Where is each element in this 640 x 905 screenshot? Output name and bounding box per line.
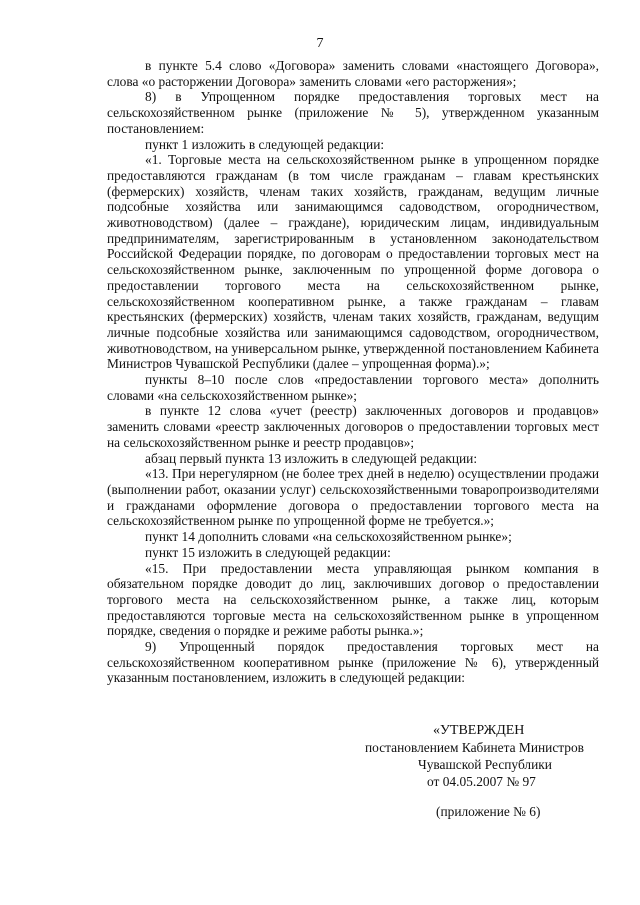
paragraph: пункт 1 изложить в следующей редакции: — [145, 136, 385, 152]
appendix-note: (приложение № 6) — [436, 804, 541, 819]
paragraph: «13. При нерегулярном (не более трех дней в неделю) осуществлении продажи (выполнении работ, оказании услуг) сельскохозяйственными товаропроизводителями и гражданами оформление договора о предоставлении торгового места на сельскохозяйственном рынке по упрощенной форме не требуется.»; — [107, 466, 599, 529]
paragraph: пункты 8–10 после слов «предоставлении торгового места» дополнить словами «на сельскохозяйственном рынке»; — [107, 372, 599, 403]
paragraph: в пункте 12 слова «учет (реестр) заключенных договоров и продавцов» заменить словами «реестр заключенных договоров о предоставлении торговых мест на сельскохозяйственном рынке и реестр продавцов»; — [107, 403, 599, 450]
paragraph: пункт 15 изложить в следующей редакции: — [145, 544, 391, 560]
paragraph: пункт 14 дополнить словами «на сельскохозяйственном рынке»; — [145, 529, 512, 545]
paragraph: «15. При предоставлении места управляющая рынком компания в обязательном порядке доводит до лиц, заключивших договор о предоставлении торгового места на сельскохозяйственном рынке, а также лиц, которым предоставляются торговые места на сельскохозяйственном рынке в упрощенном порядке, сведения о порядке и режиме работы рынка.»; — [107, 560, 599, 639]
paragraph: «1. Торговые места на сельскохозяйственном рынке в упрощенном порядке предоставляются гражданам (в том числе гражданам – главам крестьянских (фермерских) хозяйств, членам таких хозяйств, гражданам, ведущим личные подсобные хозяйства или занимающимся садоводством, огородничеством, животноводством) (далее – граждане), юридическим лицам, индивидуальным предпринимателям, зарегистрированным в установленном законодательством Российской Федерации порядке, по договорам о предоставлении торговых мест на сельскохозяйственном рынке, заключенным по упрощенной форме договора о предоставлении торгового места на сельскохозяйственном рынке, сельскохозяйственном кооперативном рынке, а также гражданам – главам крестьянских (фермерских) хозяйств, членам таких хозяйств, гражданам, ведущим личные подсобные хозяйства или занимающимся садоводством, огородничеством, животноводством, на универсальном рынке, утвержденной постановлением Кабинета Министров Чувашской Республики (далее – упрощенная форма).»; — [107, 152, 599, 372]
paragraph: 8) в Упрощенном порядке предоставления торговых мест на сельскохозяйственном рынке (приложение № 5), утвержденном указанным постановлением: — [107, 89, 599, 136]
paragraph: абзац первый пункта 13 изложить в следующей редакции: — [145, 450, 478, 466]
approval-block — [330, 722, 630, 790]
paragraph: 9) Упрощенный порядок предоставления торговых мест на сельскохозяйственном кооперативном рынке (приложение № 6), утвержденный указанным постановлением, изложить в следующей редакции: — [107, 639, 599, 686]
approval-heading: «УТВЕРЖДЕН — [433, 723, 525, 738]
body-text — [107, 58, 599, 686]
approval-region: Чувашской Республики — [418, 757, 552, 772]
paragraph: в пункте 5.4 слово «Договора» заменить словами «настоящего Договора», слова «о расторжении Договора» заменить словами «его расторжения»; — [107, 58, 599, 89]
approval-date: от 04.05.2007 № 97 — [427, 774, 536, 789]
page-number: 7 — [316, 36, 324, 51]
approval-issuer: постановлением Кабинета Министров — [365, 740, 584, 755]
